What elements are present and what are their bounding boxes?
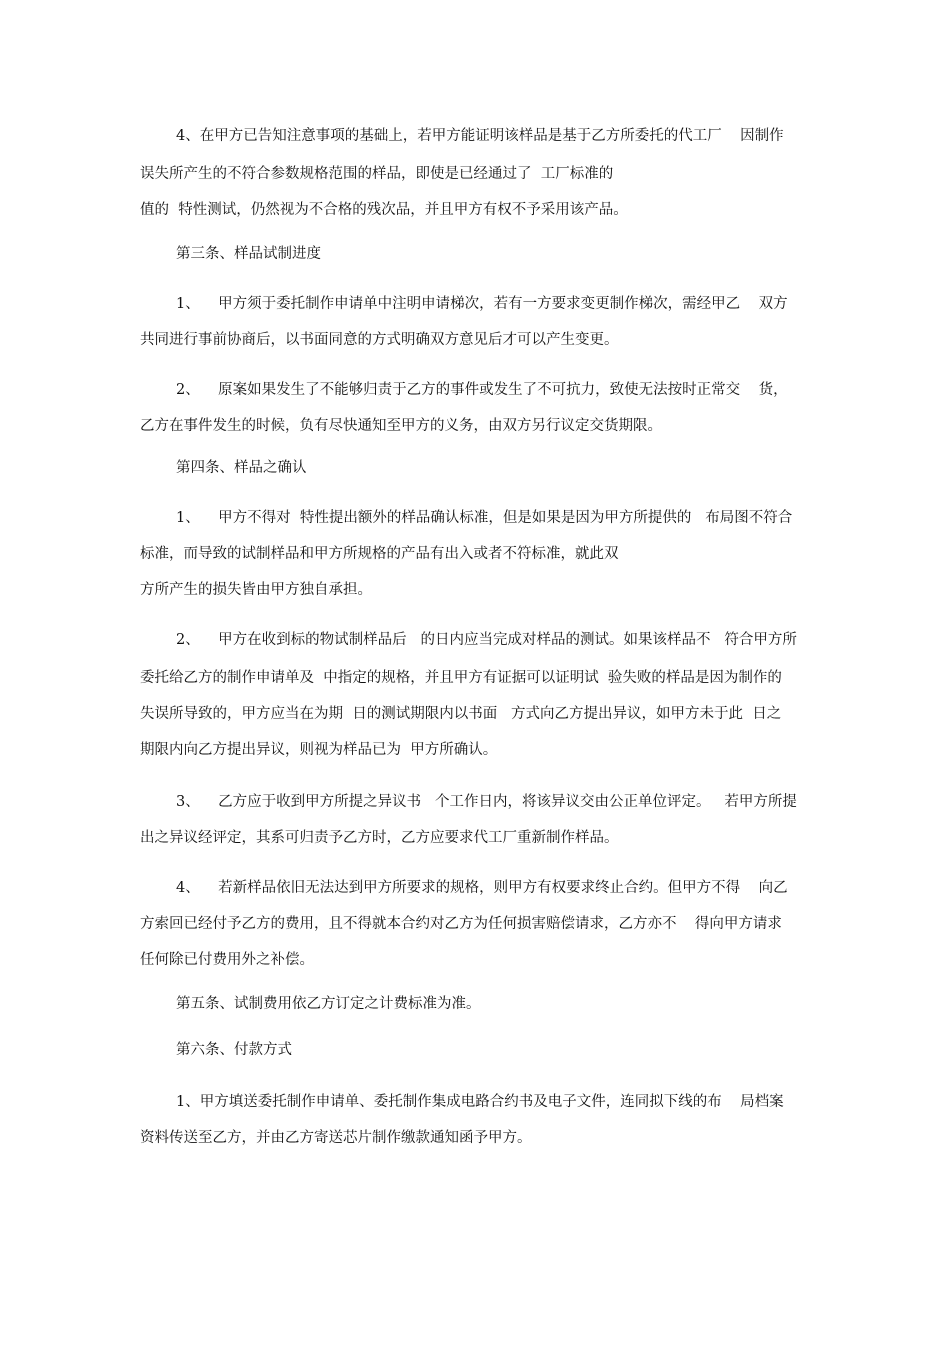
paragraph-line: 3、 乙方应于收到甲方所提之异议书 个工作日内，将该异议交由公正单位评定。 若甲方所提 [176, 794, 797, 810]
section-heading: 第四条、样品之确认 [176, 460, 307, 476]
section-heading: 第六条、付款方式 [176, 1042, 292, 1058]
paragraph-line: 标准，而导致的试制样品和甲方所规格的产品有出入或者不符标准，就此双 [140, 546, 619, 562]
paragraph-line: 方索回已经付予乙方的费用，且不得就本合约对乙方为任何损害赔偿请求，乙方亦不 得向甲方请求 [140, 916, 782, 932]
paragraph-line: 乙方在事件发生的时候，负有尽快通知至甲方的义务，由双方另行议定交货期限。 [140, 418, 662, 434]
paragraph-line: 1、 甲方须于委托制作申请单中注明申请梯次，若有一方要求变更制作梯次，需经甲乙 双方 [176, 296, 788, 312]
paragraph-line: 4、 若新样品依旧无法达到甲方所要求的规格，则甲方有权要求终止合约。但甲方不得 向乙 [176, 880, 788, 896]
paragraph-line: 期限内向乙方提出异议，则视为样品已为 甲方所确认。 [140, 742, 498, 758]
section-heading: 第三条、样品试制进度 [176, 246, 321, 262]
paragraph-line: 任何除已付费用外之补偿。 [140, 952, 314, 968]
paragraph-line: 1、甲方填送委托制作申请单、委托制作集成电路合约书及电子文件，连同拟下线的布 局档案 [176, 1094, 784, 1110]
paragraph-line: 方所产生的损失皆由甲方独自承担。 [140, 582, 372, 598]
paragraph-line: 1、 甲方不得对 特性提出额外的样品确认标准，但是如果是因为甲方所提供的 布局图不符合 [176, 510, 793, 526]
paragraph-line: 值的 特性测试，仍然视为不合格的残次品，并且甲方有权不予采用该产品。 [140, 202, 628, 218]
paragraph-line: 资料传送至乙方，并由乙方寄送芯片制作缴款通知函予甲方。 [140, 1130, 532, 1146]
paragraph-line: 2、 原案如果发生了不能够归责于乙方的事件或发生了不可抗力，致使无法按时正常交 货， [176, 382, 788, 398]
paragraph-line: 失误所导致的，甲方应当在为期 日的测试期限内以书面 方式向乙方提出异议，如甲方未于此 日之 [140, 706, 782, 722]
paragraph-line: 误失所产生的不符合参数规格范围的样品，即使是已经通过了 工厂标准的 [140, 166, 614, 182]
paragraph-line: 2、 甲方在收到标的物试制样品后 的日内应当完成对样品的测试。如果该样品不 符合甲方所 [176, 632, 797, 648]
section-heading: 第五条、试制费用依乙方订定之计费标准为准。 [176, 996, 481, 1012]
paragraph-line: 4、在甲方已告知注意事项的基础上，若甲方能证明该样品是基于乙方所委托的代工厂 因制作 [176, 128, 784, 144]
paragraph-line: 共同进行事前协商后，以书面同意的方式明确双方意见后才可以产生变更。 [140, 332, 619, 348]
paragraph-line: 出之异议经评定，其系可归责予乙方时，乙方应要求代工厂重新制作样品。 [140, 830, 619, 846]
paragraph-line: 委托给乙方的制作申请单及 中指定的规格，并且甲方有证据可以证明试 验失败的样品是因为制作的 [140, 670, 782, 686]
